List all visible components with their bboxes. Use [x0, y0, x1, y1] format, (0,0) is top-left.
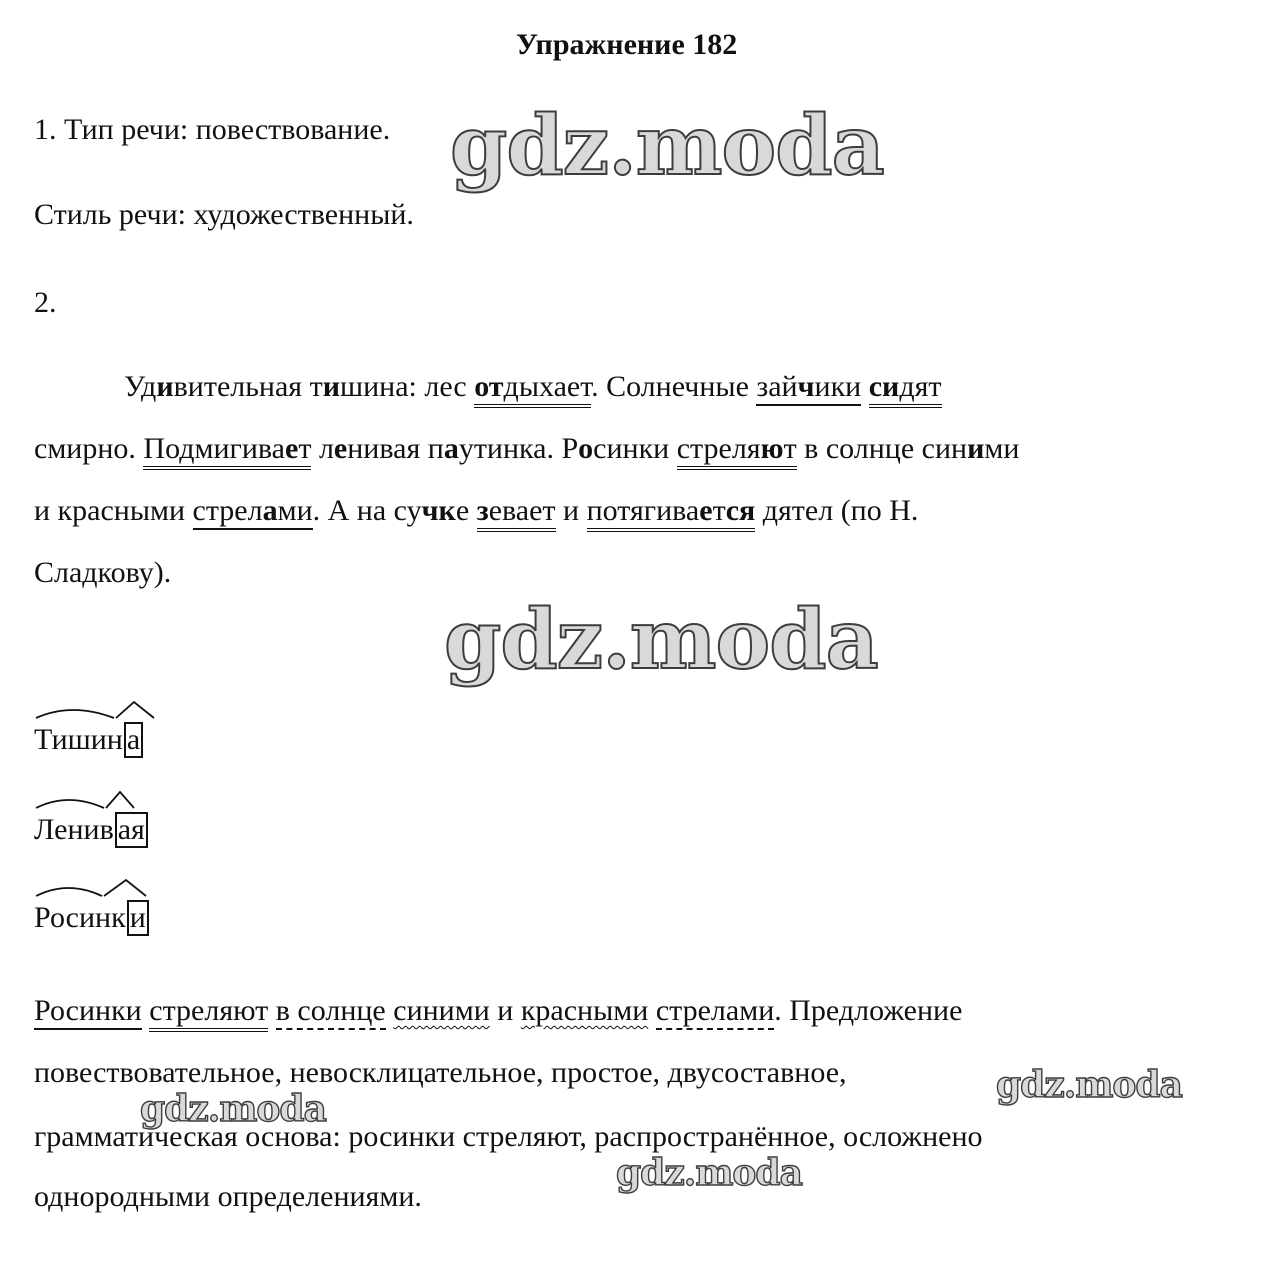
- circumstance-word: в солнце: [276, 994, 386, 1030]
- watermark-logo: gdz.moda: [996, 1064, 1182, 1106]
- word-stem: Ленив: [34, 813, 114, 846]
- speech-type-line: 1. Тип речи: повествование.: [34, 113, 391, 146]
- morpheme-word-2: [34, 812, 148, 848]
- morpheme-marks: [34, 722, 174, 752]
- subject-underline: зайчики: [756, 370, 861, 406]
- analysis-line-2: повествовательное, невосклицательное, простое, двусоставное,: [34, 1056, 847, 1089]
- paragraph-line-2: смирно. Подмигивает ленивая паутинка. Росинки стреляют в солнце синими: [34, 434, 1019, 464]
- watermark-logo: gdz.moda: [140, 1088, 326, 1130]
- word-stem: Тишин: [34, 723, 123, 756]
- watermark-logo: gdz.moda: [444, 592, 878, 688]
- word-stem: Росинк: [34, 901, 126, 934]
- word-ending: а: [124, 722, 143, 758]
- predicate-underline: сидят: [869, 370, 942, 408]
- paragraph-line-4: Сладкову).: [34, 556, 172, 589]
- predicate-underline: отдыхает: [474, 370, 591, 408]
- exercise-title: Упражнение 182: [516, 28, 738, 61]
- paragraph-line-3: и красными стрелами. А на сучке зевает и потягивается дятел (по Н.: [34, 496, 918, 526]
- morpheme-word-1: [34, 722, 143, 758]
- speech-style-line: Стиль речи: художественный.: [34, 198, 414, 231]
- paragraph-line-1: Удивительная тишина: лес отдыхает. Солнечные зайчики сидят: [124, 372, 942, 402]
- morpheme-marks: [34, 812, 174, 842]
- predicate-underline: Подмигивает: [143, 432, 311, 470]
- morpheme-marks: [34, 900, 174, 930]
- attribute-word: красными: [520, 994, 649, 1027]
- predicate-word: стреляют: [149, 994, 268, 1032]
- object-underline: стрелами: [193, 494, 313, 530]
- section-2-number: 2.: [34, 286, 57, 319]
- object-word: стрелами: [656, 994, 774, 1030]
- subject-word: Росинки: [34, 994, 142, 1030]
- analysis-tail: Предложение: [781, 994, 963, 1027]
- morpheme-word-3: [34, 900, 149, 936]
- predicate-underline: потягивается: [587, 494, 756, 532]
- predicate-underline: стреляют: [677, 432, 797, 470]
- word-ending: ая: [115, 812, 148, 848]
- attribute-word: синими: [393, 994, 490, 1027]
- analysis-line-1: Росинки стреляют в солнце синими и красными стрелами. Предложение: [34, 996, 962, 1026]
- predicate-underline: зевает: [477, 494, 556, 532]
- analysis-line-3: грамматическая основа: росинки стреляют, распространённое, осложнено: [34, 1120, 983, 1153]
- watermark-logo: gdz.moda: [616, 1152, 802, 1194]
- analysis-line-4: однородными определениями.: [34, 1180, 422, 1213]
- watermark-logo: gdz.moda: [450, 98, 884, 194]
- conjunction-word: и: [497, 994, 514, 1027]
- word-ending: и: [127, 900, 149, 936]
